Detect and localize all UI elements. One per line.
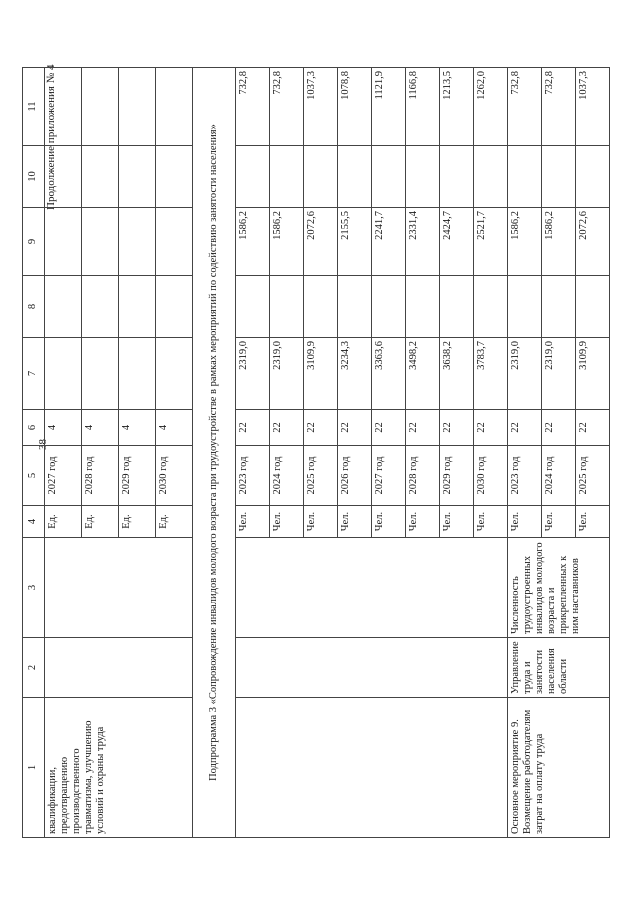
col8-cell — [45, 276, 82, 338]
regional-budget-cell: 1121,9 — [372, 68, 406, 146]
federal-budget-cell: 2072,6 — [576, 208, 610, 276]
col-header: 1 — [23, 698, 45, 838]
col10-cell — [372, 146, 406, 208]
col8-cell — [474, 276, 508, 338]
unit-cell: Чел. — [440, 506, 474, 538]
table-row — [236, 68, 270, 838]
unit-cell: Чел. — [542, 506, 576, 538]
federal-budget-cell — [119, 208, 156, 276]
federal-budget-cell: 2424,7 — [440, 208, 474, 276]
measure-name-cell: квалификации, предотвращению производственного травматизма, улучшению условий и охраны труда — [45, 698, 193, 838]
regional-budget-cell: 1213,5 — [440, 68, 474, 146]
indicator-name-cell — [45, 538, 193, 638]
col10-cell — [304, 146, 338, 208]
federal-budget-cell: 1586,2 — [542, 208, 576, 276]
col10-cell — [119, 146, 156, 208]
col-header: 3 — [23, 538, 45, 638]
header-row — [23, 68, 45, 838]
continuation-label: Продолжение приложения № 4 — [45, 64, 57, 210]
col10-cell — [576, 146, 610, 208]
total-cell — [45, 338, 82, 410]
col-header: 8 — [23, 276, 45, 338]
year-cell: 2025 год — [304, 446, 338, 506]
indicator-value-cell: 4 — [156, 410, 193, 446]
indicator-value-cell: 22 — [440, 410, 474, 446]
col10-cell — [156, 146, 193, 208]
unit-cell: Чел. — [304, 506, 338, 538]
col8-cell — [270, 276, 304, 338]
federal-budget-cell: 2072,6 — [304, 208, 338, 276]
total-cell: 3498,2 — [406, 338, 440, 410]
federal-budget-cell: 2241,7 — [372, 208, 406, 276]
col8-cell — [372, 276, 406, 338]
regional-budget-cell: 732,8 — [542, 68, 576, 146]
unit-cell: Ед. — [156, 506, 193, 538]
col8-cell — [82, 276, 119, 338]
measure-name-cell — [236, 698, 508, 838]
year-cell: 2024 год — [270, 446, 304, 506]
col10-cell — [338, 146, 372, 208]
indicator-value-cell: 22 — [508, 410, 542, 446]
executor-cell — [236, 638, 508, 698]
federal-budget-cell: 1586,2 — [236, 208, 270, 276]
total-cell: 3109,9 — [304, 338, 338, 410]
regional-budget-cell: 1166,8 — [406, 68, 440, 146]
federal-budget-cell — [82, 208, 119, 276]
unit-cell: Чел. — [236, 506, 270, 538]
table-row — [508, 68, 542, 838]
regional-budget-cell: 732,8 — [508, 68, 542, 146]
year-cell: 2026 год — [338, 446, 372, 506]
table-row — [45, 68, 82, 838]
year-cell: 2025 год — [576, 446, 610, 506]
indicator-value-cell: 4 — [119, 410, 156, 446]
col-header: 7 — [23, 338, 45, 410]
year-cell: 2028 год — [82, 446, 119, 506]
indicator-value-cell: 22 — [576, 410, 610, 446]
col10-cell — [82, 146, 119, 208]
total-cell: 2319,0 — [508, 338, 542, 410]
col8-cell — [156, 276, 193, 338]
indicator-value-cell: 22 — [372, 410, 406, 446]
indicator-value-cell: 22 — [474, 410, 508, 446]
regional-budget-cell: 732,8 — [270, 68, 304, 146]
year-cell: 2027 год — [45, 446, 82, 506]
col-header: 10 — [23, 146, 45, 208]
regional-budget-cell — [45, 68, 82, 146]
col10-cell — [440, 146, 474, 208]
col-header: 9 — [23, 208, 45, 276]
regional-budget-cell: 732,8 — [236, 68, 270, 146]
indicator-value-cell: 22 — [542, 410, 576, 446]
col10-cell — [406, 146, 440, 208]
col10-cell — [45, 146, 82, 208]
col8-cell — [406, 276, 440, 338]
total-cell: 3363,6 — [372, 338, 406, 410]
year-cell: 2030 год — [156, 446, 193, 506]
executor-cell — [45, 638, 193, 698]
indicator-value-cell: 22 — [270, 410, 304, 446]
rotated-table-wrapper — [22, 68, 589, 838]
total-cell: 3234,3 — [338, 338, 372, 410]
subprogram-title: Подпрограмма 3 «Сопровождение инвалидов молодого возраста при трудоустройстве в рамках мероприятий по содействию занятости населения» — [193, 68, 236, 838]
total-cell — [82, 338, 119, 410]
indicator-value-cell: 22 — [236, 410, 270, 446]
regional-budget-cell: 1037,3 — [304, 68, 338, 146]
year-cell: 2029 год — [440, 446, 474, 506]
year-cell: 2027 год — [372, 446, 406, 506]
unit-cell: Чел. — [270, 506, 304, 538]
year-cell: 2023 год — [508, 446, 542, 506]
col-header: 11 — [23, 68, 45, 146]
unit-cell: Чел. — [474, 506, 508, 538]
subprogram-row — [193, 68, 236, 838]
col8-cell — [576, 276, 610, 338]
indicator-value-cell: 22 — [338, 410, 372, 446]
federal-budget-cell: 2331,4 — [406, 208, 440, 276]
indicator-name-cell: Численность трудоустроенных инвалидов молодого возраста и прикрепленных к ним наставников — [508, 538, 610, 638]
col8-cell — [236, 276, 270, 338]
total-cell: 3109,9 — [576, 338, 610, 410]
federal-budget-cell: 2155,5 — [338, 208, 372, 276]
year-cell: 2023 год — [236, 446, 270, 506]
unit-cell: Ед. — [45, 506, 82, 538]
col-header: 6 — [23, 410, 45, 446]
col8-cell — [119, 276, 156, 338]
col10-cell — [236, 146, 270, 208]
federal-budget-cell — [45, 208, 82, 276]
federal-budget-cell — [156, 208, 193, 276]
col10-cell — [474, 146, 508, 208]
regional-budget-cell — [119, 68, 156, 146]
unit-cell: Ед. — [119, 506, 156, 538]
col8-cell — [542, 276, 576, 338]
col8-cell — [440, 276, 474, 338]
regional-budget-cell — [82, 68, 119, 146]
unit-cell: Чел. — [406, 506, 440, 538]
col-header: 5 — [23, 446, 45, 506]
total-cell: 3638,2 — [440, 338, 474, 410]
unit-cell: Чел. — [576, 506, 610, 538]
col8-cell — [508, 276, 542, 338]
year-cell: 2030 год — [474, 446, 508, 506]
total-cell — [119, 338, 156, 410]
col10-cell — [542, 146, 576, 208]
regional-budget-cell: 1078,8 — [338, 68, 372, 146]
col-header: 2 — [23, 638, 45, 698]
regional-budget-cell: 1037,3 — [576, 68, 610, 146]
col8-cell — [304, 276, 338, 338]
total-cell — [156, 338, 193, 410]
total-cell: 3783,7 — [474, 338, 508, 410]
unit-cell: Чел. — [508, 506, 542, 538]
unit-cell: Чел. — [338, 506, 372, 538]
unit-cell: Ед. — [82, 506, 119, 538]
unit-cell: Чел. — [372, 506, 406, 538]
indicator-value-cell: 22 — [304, 410, 338, 446]
indicator-value-cell: 4 — [82, 410, 119, 446]
budget-table — [22, 64, 610, 838]
total-cell: 2319,0 — [270, 338, 304, 410]
year-cell: 2024 год — [542, 446, 576, 506]
regional-budget-cell: 1262,0 — [474, 68, 508, 146]
total-cell: 2319,0 — [236, 338, 270, 410]
measure-name-cell: Основное мероприятие 9. Возмещение работодателям затрат на оплату труда — [508, 698, 610, 838]
indicator-value-cell: 4 — [45, 410, 82, 446]
regional-budget-cell — [156, 68, 193, 146]
col8-cell — [338, 276, 372, 338]
total-cell: 2319,0 — [542, 338, 576, 410]
federal-budget-cell: 1586,2 — [270, 208, 304, 276]
indicator-value-cell: 22 — [406, 410, 440, 446]
executor-cell: Управление труда и занятости населения области — [508, 638, 610, 698]
col10-cell — [508, 146, 542, 208]
federal-budget-cell: 2521,7 — [474, 208, 508, 276]
year-cell: 2029 год — [119, 446, 156, 506]
indicator-name-cell — [236, 538, 508, 638]
year-cell: 2028 год — [406, 446, 440, 506]
page-number: 38 — [37, 439, 49, 450]
federal-budget-cell: 1586,2 — [508, 208, 542, 276]
col-header: 4 — [23, 506, 45, 538]
col10-cell — [270, 146, 304, 208]
